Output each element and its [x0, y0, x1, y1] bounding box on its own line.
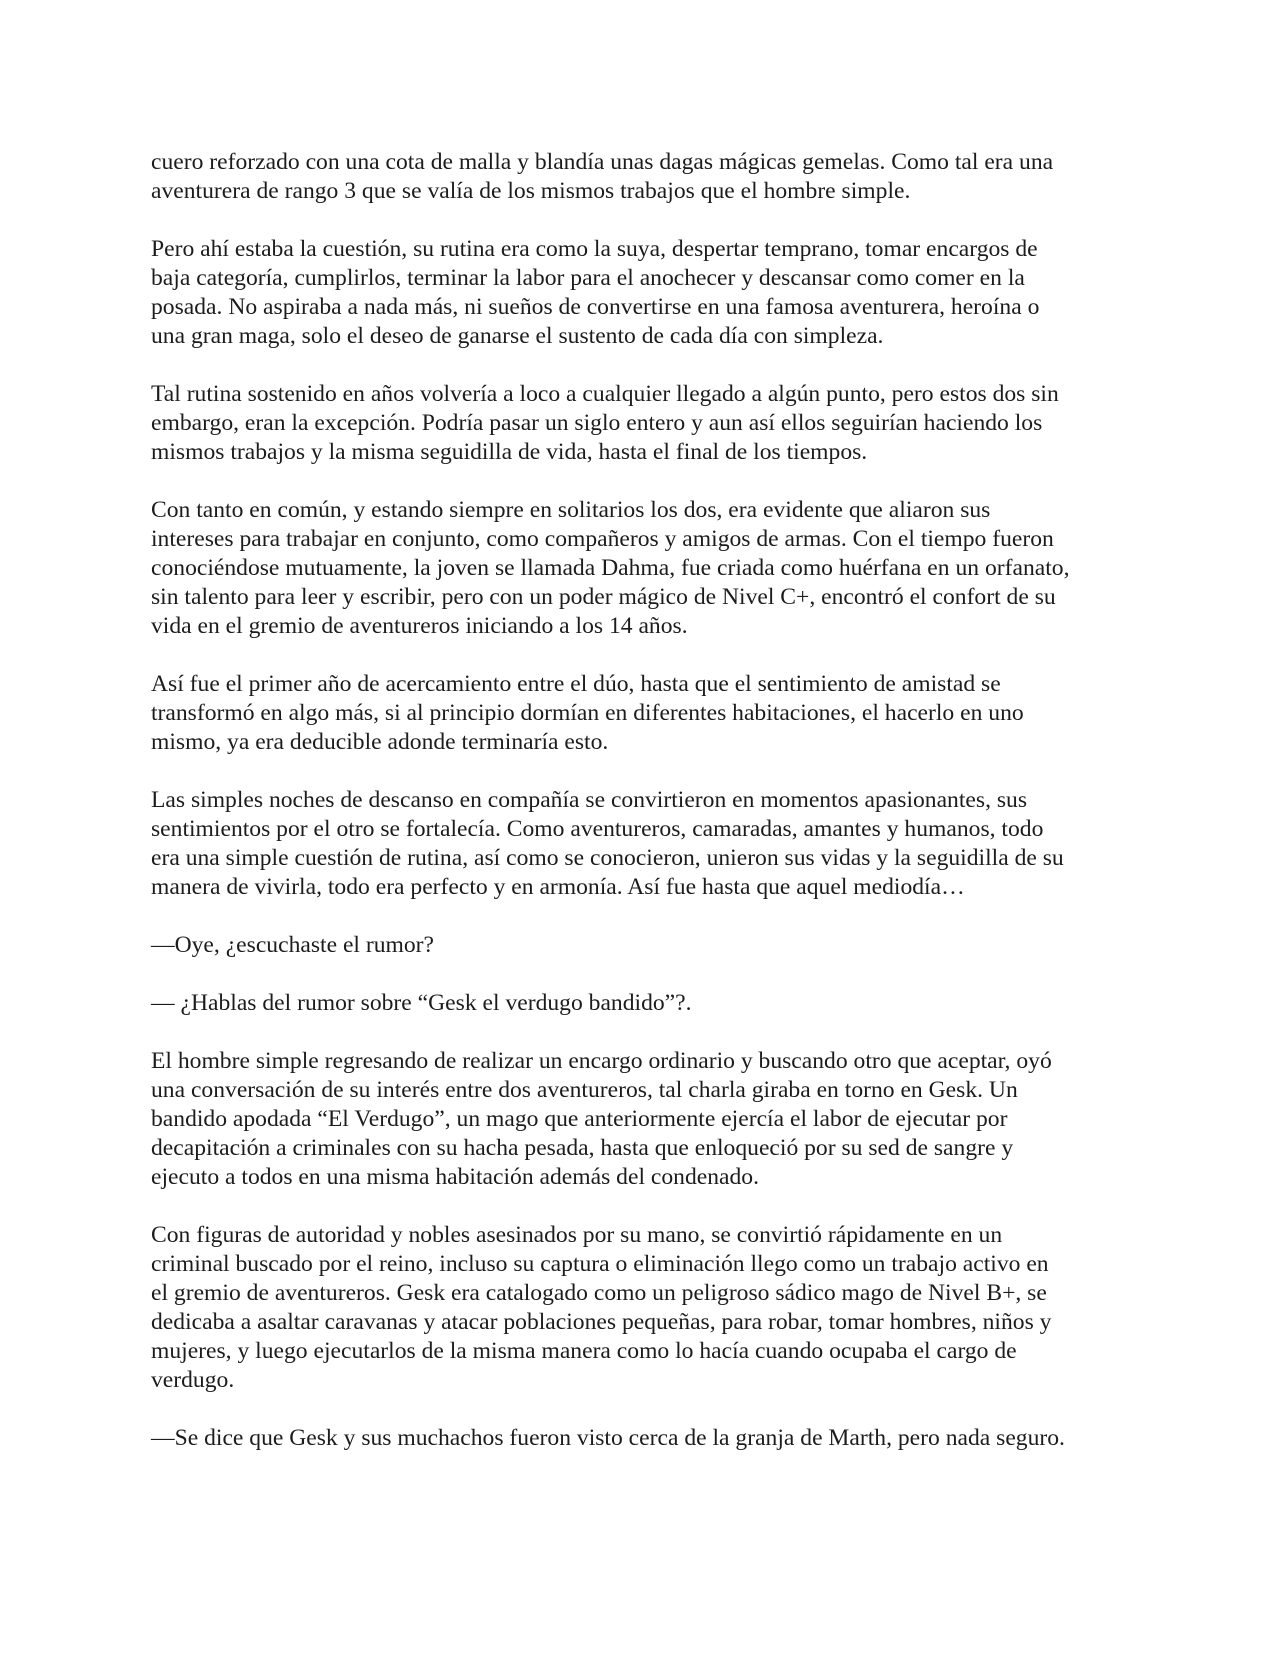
- dialogue-paragraph: [151, 931, 1141, 960]
- paragraph: [151, 786, 1141, 902]
- text-line: aventurera de rango 3 que se valía de los mismos trabajos que el hombre simple.: [151, 178, 911, 204]
- text-line: cuero reforzado con una cota de malla y blandía unas dagas mágicas gemelas. Como tal era una: [151, 149, 1054, 175]
- paragraph: [151, 1221, 1141, 1395]
- text-line: bandido apodada “El Verdugo”, un mago que anteriormente ejercía el labor de ejecutar por: [151, 1106, 1008, 1132]
- text-line: Las simples noches de descanso en compañía se convirtieron en momentos apasionantes, sus: [151, 787, 1028, 813]
- paragraph: [151, 235, 1141, 351]
- text-line: baja categoría, cumplirlos, terminar la labor para el anochecer y descansar como comer en la: [151, 265, 1025, 291]
- paragraph: [151, 670, 1141, 757]
- paragraph: [151, 1047, 1141, 1192]
- paragraph: [151, 496, 1141, 641]
- text-line: Así fue el primer año de acercamiento entre el dúo, hasta que el sentimiento de amistad se: [151, 671, 1001, 697]
- text-line: Con figuras de autoridad y nobles asesinados por su mano, se convirtió rápidamente en un: [151, 1222, 1003, 1248]
- text-line: Con tanto en común, y estando siempre en solitarios los dos, era evidente que aliaron sus: [151, 497, 991, 523]
- text-line: el gremio de aventureros. Gesk era catalogado como un peligroso sádico mago de Nivel B+, se: [151, 1280, 1047, 1306]
- text-line: Pero ahí estaba la cuestión, su rutina era como la suya, despertar temprano, tomar encargos de: [151, 236, 1038, 262]
- text-line: era una simple cuestión de rutina, así como se conocieron, unieron sus vidas y la seguidilla de su: [151, 845, 1064, 871]
- text-line: manera de vivirla, todo era perfecto y en armonía. Así fue hasta que aquel mediodía…: [151, 874, 965, 900]
- dialogue-paragraph: [151, 1424, 1141, 1453]
- text-line: sentimientos por el otro se fortalecía. Como aventureros, camaradas, amantes y humanos, todo: [151, 816, 1044, 842]
- document-page: [151, 148, 1141, 1482]
- text-line: embargo, eran la excepción. Podría pasar un siglo entero y aun así ellos seguirían haciendo los: [151, 410, 1043, 436]
- text-line: — ¿Hablas del rumor sobre “Gesk el verdugo bandido”?.: [151, 990, 692, 1016]
- dialogue-paragraph: [151, 989, 1141, 1018]
- text-line: ejecuto a todos en una misma habitación además del condenado.: [151, 1164, 759, 1190]
- paragraph: [151, 148, 1141, 206]
- text-line: —Oye, ¿escuchaste el rumor?: [151, 932, 434, 958]
- paragraph: [151, 380, 1141, 467]
- text-line: mujeres, y luego ejecutarlos de la misma manera como lo hacía cuando ocupaba el cargo de: [151, 1338, 1017, 1364]
- text-line: sin talento para leer y escribir, pero con un poder mágico de Nivel C+, encontró el confort de su: [151, 584, 1056, 610]
- text-line: mismo, ya era deducible adonde terminaría esto.: [151, 729, 609, 755]
- text-line: dedicaba a asaltar caravanas y atacar poblaciones pequeñas, para robar, tomar hombres, niños y: [151, 1309, 1052, 1335]
- text-line: criminal buscado por el reino, incluso su captura o eliminación llego como un trabajo activo en: [151, 1251, 1049, 1277]
- text-line: verdugo.: [151, 1367, 235, 1393]
- text-line: mismos trabajos y la misma seguidilla de vida, hasta el final de los tiempos.: [151, 439, 868, 465]
- text-line: vida en el gremio de aventureros iniciando a los 14 años.: [151, 613, 688, 639]
- text-line: una conversación de su interés entre dos aventureros, tal charla giraba en torno en Gesk. Un: [151, 1077, 1018, 1103]
- text-line: decapitación a criminales con su hacha pesada, hasta que enloqueció por su sed de sangre y: [151, 1135, 1014, 1161]
- text-line: Tal rutina sostenido en años volvería a loco a cualquier llegado a algún punto, pero estos dos sin: [151, 381, 1059, 407]
- text-line: transformó en algo más, si al principio dormían en diferentes habitaciones, el hacerlo en uno: [151, 700, 1024, 726]
- text-line: conociéndose mutuamente, la joven se llamada Dahma, fue criada como huérfana en un orfanato,: [151, 555, 1070, 581]
- text-line: —Se dice que Gesk y sus muchachos fueron visto cerca de la granja de Marth, pero nada seguro.: [151, 1425, 1065, 1451]
- text-line: una gran maga, solo el deseo de ganarse el sustento de cada día con simpleza.: [151, 323, 884, 349]
- text-line: posada. No aspiraba a nada más, ni sueños de convertirse en una famosa aventurera, heroína o: [151, 294, 1040, 320]
- text-line: El hombre simple regresando de realizar un encargo ordinario y buscando otro que aceptar, oyó: [151, 1048, 1052, 1074]
- text-line: intereses para trabajar en conjunto, como compañeros y amigos de armas. Con el tiempo fueron: [151, 526, 1054, 552]
